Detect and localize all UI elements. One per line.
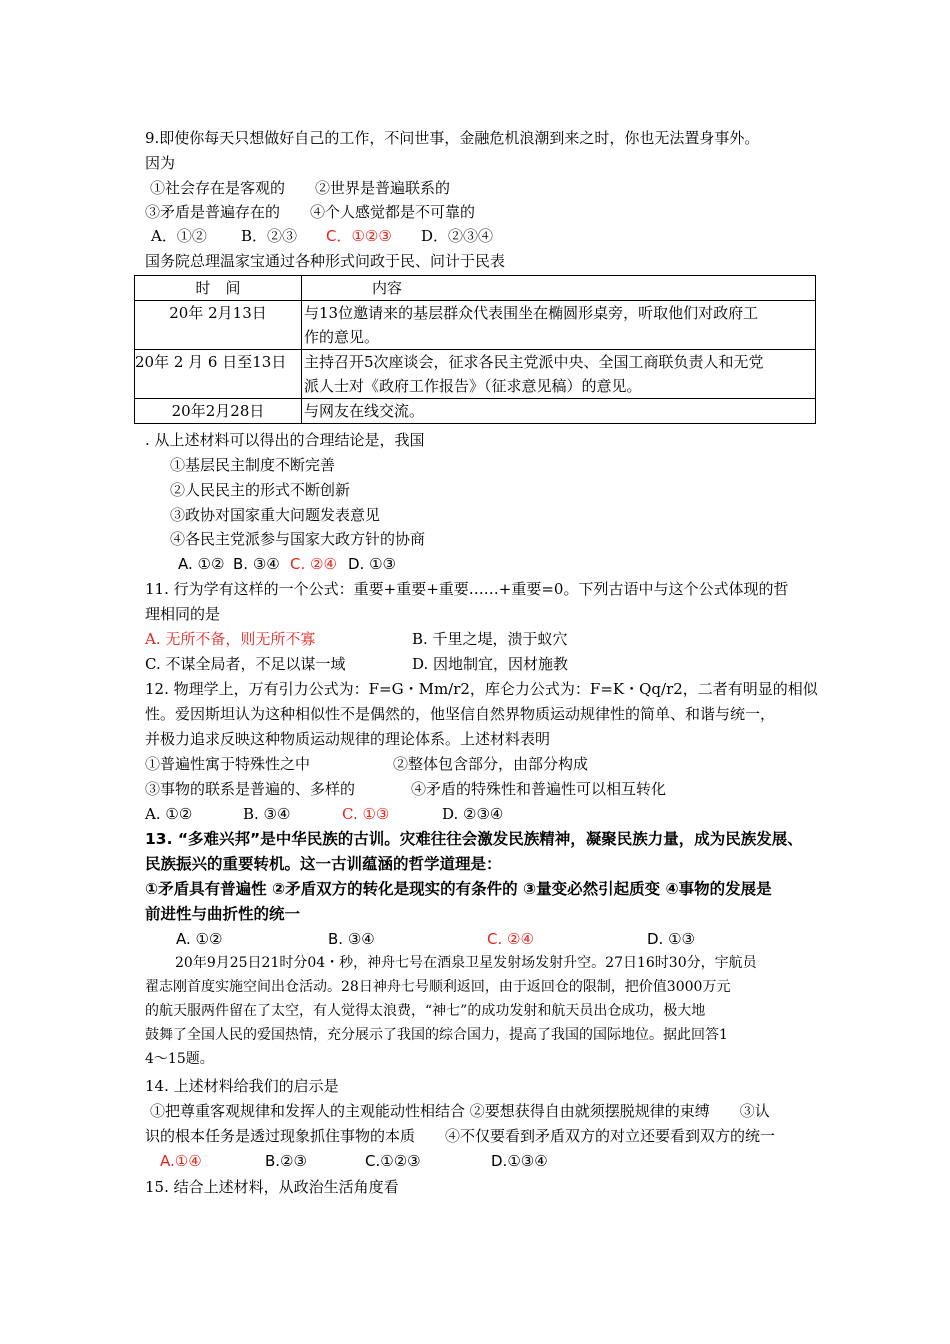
- q12-items-row2: [145, 779, 666, 799]
- q12-item-1: ①普遍性寓于特殊性之中: [145, 755, 311, 773]
- q11-option-a-answer: A. 无所不备，则无所不寡: [145, 630, 316, 648]
- material-line2: 翟志刚首度实施空间出仓活动。28日神舟七号顺利返回，由于返回仓的限制，把价值3000万元: [145, 979, 731, 995]
- table-row: [135, 301, 816, 350]
- table-cell-content-line: 与13位邀请来的基层群众代表围坐在椭圆形桌旁，听取他们对政府工: [304, 304, 759, 322]
- q10-option-b: B. ③④: [233, 555, 280, 573]
- q11-stem-line2: 理相同的是: [145, 605, 221, 623]
- q12-items-row1: [145, 754, 588, 774]
- q10-item-2: ②人民民主的形式不断创新: [170, 481, 351, 499]
- q14-option-d: D.①③④: [491, 1152, 548, 1170]
- q14-items-line1: ①把尊重客观规律和发挥人的主观能动性相结合 ②要想获得自由就须摆脱规律的束缚 ③认: [150, 1102, 770, 1120]
- q12-stem-line3: 并极力追求反映这种物质运动规律的理论体系。上述材料表明: [145, 730, 551, 748]
- q9-options: [151, 226, 493, 246]
- q9-stem-line1: 9.即使你每天只想做好自己的工作，不问世事，金融危机浪潮到来之时，你也无法置身事外。: [145, 129, 760, 147]
- q14-option-b: B.②③: [265, 1152, 307, 1170]
- q10-item-1: ①基层民主制度不断完善: [170, 456, 336, 474]
- q13-items-line1: ①矛盾具有普遍性 ②矛盾双方的转化是现实的有条件的 ③量变必然引起质变 ④事物的发展是: [145, 880, 772, 898]
- material-line5: 4～15题。: [145, 1051, 214, 1067]
- q11-options-row1: [145, 629, 568, 649]
- table-cell-time: 20年2月28日: [135, 399, 302, 424]
- q12-item-4: ④矛盾的特殊性和普遍性可以相互转化: [411, 780, 667, 798]
- table-cell-content-line: 派人士对《政府工作报告》（征求意见稿）的意见。: [304, 377, 642, 395]
- q13-items-line2: 前进性与曲折性的统一: [145, 905, 301, 923]
- material-line4: 鼓舞了全国人民的爱国热情，充分展示了我国的综合国力，提高了我国的国际地位。据此回答1: [145, 1027, 728, 1043]
- policy-table: [134, 275, 816, 424]
- q12-option-d: D. ②③④: [442, 805, 504, 823]
- q12-option-c-answer: C. ①③: [342, 805, 390, 823]
- table-row: [135, 399, 816, 424]
- q10-item-3: ③政协对国家重大问题发表意见: [170, 506, 381, 524]
- q13-option-c-answer: C. ②④: [487, 930, 534, 948]
- q9-option-c-answer: C．①②③: [326, 227, 392, 245]
- q9-items-line1: ①社会存在是客观的 ②世界是普遍联系的: [150, 179, 451, 197]
- q15-stem: 15. 结合上述材料，从政治生活角度看: [145, 1178, 399, 1196]
- q11-option-c: C. 不谋全局者，不足以谋一域: [145, 655, 346, 673]
- table-cell-content-line: 作的意见。: [304, 328, 380, 346]
- q10-item-4: ④各民主党派参与国家大政方针的协商: [170, 530, 426, 548]
- q9-option-b: B．②③: [241, 227, 298, 245]
- q13-options: [176, 929, 695, 949]
- q10-option-d: D. ①③: [348, 555, 396, 573]
- q9-items-line2: ③矛盾是普遍存在的 ④个人感觉都是不可靠的: [145, 203, 476, 221]
- q13-option-b: B. ③④: [328, 930, 375, 948]
- q12-stem-line2: 性。爱因斯坦认为这种相似性不是偶然的，他坚信自然界物质运动规律性的简单、和谐与统一，: [145, 705, 776, 723]
- material-line3: 的航天服两件留在了太空，有人觉得太浪费，“神七”的成功发射和航天员出仓成功，极大地: [145, 1003, 706, 1019]
- q11-options-row2: [145, 654, 568, 674]
- q14-stem: 14. 上述材料给我们的启示是: [145, 1077, 339, 1095]
- table-header-row: [135, 276, 816, 301]
- q10-option-c-answer: C. ②④: [290, 555, 337, 573]
- q11-stem-line1: 11. 行为学有这样的一个公式：重要+重要+重要……+重要=0。下列古语中与这个公式体现的哲: [145, 580, 789, 598]
- q14-options: [160, 1151, 548, 1171]
- table-cell-content-line: 主持召开5次座谈会，征求各民主党派中央、全国工商联负责人和无党: [304, 353, 764, 371]
- material-line1: 20年9月25日21时分04・秒，神舟七号在酒泉卫星发射场发射升空。27日16时30分，宇航员: [175, 955, 757, 971]
- table-header-content: 内容: [302, 276, 816, 301]
- q10-options: [178, 554, 396, 574]
- q11-option-b: B. 千里之堤，溃于蚁穴: [412, 630, 568, 648]
- q9-option-d: D．②③④: [421, 227, 494, 245]
- q10-option-a: A. ①②: [178, 555, 225, 573]
- q11-option-d: D. 因地制宜，因材施教: [412, 655, 569, 673]
- q14-option-c: C.①②③: [365, 1152, 421, 1170]
- q12-item-3: ③事物的联系是普遍的、多样的: [145, 780, 356, 798]
- q13-option-d: D. ①③: [647, 930, 695, 948]
- table-cell-time: 20年 2 月 6 日至13日: [135, 350, 302, 399]
- q12-stem-line1: 12. 物理学上，万有引力公式为：F=G・Mm/r2，库仑力公式为：F=K・Qq/r2，二者有明显的相似: [145, 680, 818, 698]
- q14-option-a-answer: A.①④: [160, 1152, 202, 1170]
- q12-item-2: ②整体包含部分，由部分构成: [393, 755, 589, 773]
- table-row: [135, 350, 816, 399]
- q10-stem: . 从上述材料可以得出的合理结论是，我国: [145, 431, 425, 449]
- q12-option-a: A. ①②: [145, 805, 193, 823]
- table-cell-time: 20年 2月13日: [135, 301, 302, 350]
- table-cell-content: [302, 350, 816, 399]
- q13-stem-line1: 13. “多难兴邦”是中华民族的古训。灾难往往会激发民族精神，凝聚民族力量，成为民族发展、: [145, 830, 803, 848]
- q14-items-line2: 识的根本任务是透过现象抓住事物的本质 ④不仅要看到矛盾双方的对立还要看到双方的统一: [145, 1127, 776, 1145]
- q12-options: [145, 804, 503, 824]
- table-cell-content: [302, 301, 816, 350]
- q13-stem-line2: 民族振兴的重要转机。这一古训蕴涵的哲学道理是：: [145, 855, 502, 873]
- q13-option-a: A. ①②: [176, 930, 223, 948]
- table-header-time: 时 间: [135, 276, 302, 301]
- table-cell-content: 与网友在线交流。: [302, 399, 816, 424]
- q9-option-a: A．①②: [151, 227, 207, 245]
- q10-intro: 国务院总理温家宝通过各种形式问政于民、问计于民表: [145, 252, 506, 270]
- q9-stem-line2: 因为: [145, 154, 176, 172]
- q12-option-b: B. ③④: [243, 805, 291, 823]
